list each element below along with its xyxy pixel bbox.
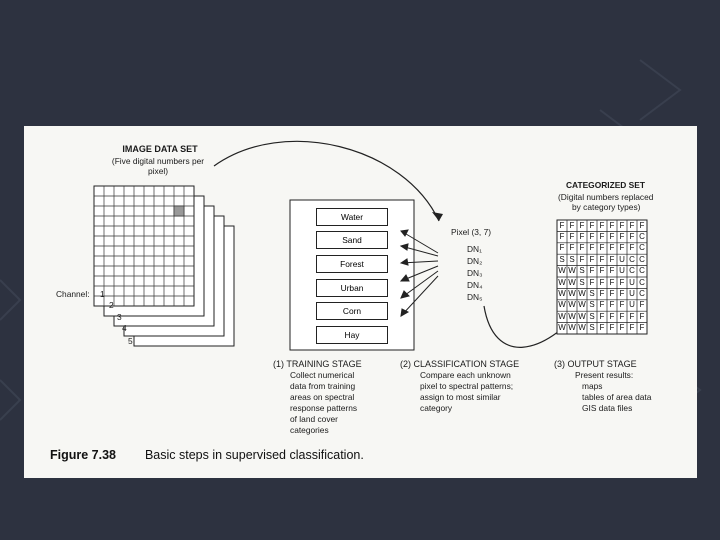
figure-panel [24,126,697,478]
grid-cell: F [609,231,615,241]
grid-cell: F [559,243,565,253]
grid-cell: F [559,231,565,241]
category-urban: Urban [316,279,388,297]
grid-cell: F [589,231,595,241]
grid-cell: F [579,254,585,264]
grid-cell: F [569,243,575,253]
grid-cell: F [619,220,625,230]
grid-cell: F [599,243,605,253]
grid-cell: F [619,243,625,253]
classification-desc-1: Compare each unknown [420,370,511,380]
output-desc-1: Present results: [575,370,634,380]
pixel-label: Pixel (3, 7) [451,227,492,237]
grid-cell: S [589,311,595,321]
channel-1-label: 1 [100,289,105,299]
grid-cell: U [629,288,635,298]
grid-cell: F [589,243,595,253]
grid-cell: F [629,231,635,241]
grid-cell: F [609,277,615,287]
grid-cell: F [639,311,645,321]
grid-cell: F [609,254,615,264]
categorized-set-subtitle-1: (Digital numbers replaced [558,192,654,202]
grid-cell: F [629,323,635,333]
grid-cell: F [599,254,605,264]
grid-cell: W [558,266,566,276]
grid-cell: S [589,300,595,310]
grid-cell: C [639,277,645,287]
grid-cell: F [599,311,605,321]
grid-cell: F [599,231,605,241]
grid-cell: F [579,220,585,230]
channel-3-label: 3 [117,312,122,322]
grid-cell: W [558,323,566,333]
grid-cell: W [568,323,576,333]
grid-cell: F [629,311,635,321]
classification-desc-3: assign to most similar [420,392,501,402]
grid-cell: C [629,266,635,276]
grid-cell: S [579,266,585,276]
grid-cell: U [619,254,625,264]
grid-cell: W [558,300,566,310]
grid-cell: W [568,288,576,298]
highlighted-pixel [174,206,184,216]
classification-desc-4: category [420,403,453,413]
training-desc-2: data from training [290,381,356,391]
grid-cell: F [609,243,615,253]
training-stage-label: (1) TRAINING STAGE [273,359,362,369]
classification-desc-2: pixel to spectral patterns; [420,381,514,391]
dn-3: DN₃ [467,268,483,278]
training-desc-3: areas on spectral [290,392,355,402]
output-stage-label: (3) OUTPUT STAGE [554,359,637,369]
grid-cell: C [639,254,645,264]
category-corn: Corn [316,302,388,320]
grid-cell: F [609,300,615,310]
output-desc-2: maps [582,381,603,391]
image-data-set-title: IMAGE DATA SET [122,144,198,154]
grid-cell: S [589,323,595,333]
grid-cell: W [558,311,566,321]
grid-cell: W [568,277,576,287]
categorized-set-subtitle-2: by category types) [572,202,641,212]
grid-cell: F [609,266,615,276]
grid-cell: W [568,311,576,321]
grid-cell: F [599,266,605,276]
grid-cell: F [589,266,595,276]
grid-cell: S [559,254,565,264]
grid-cell: C [639,231,645,241]
grid-cell: W [558,277,566,287]
grid-cell: C [639,266,645,276]
dn-1: DN₁ [467,244,482,254]
categorized-grid-cells [557,220,647,334]
grid-cell: F [599,300,605,310]
dn-2: DN₂ [467,256,483,266]
grid-cell: F [639,220,645,230]
grid-cell: F [579,243,585,253]
grid-cell: U [629,277,635,287]
grid-cell: U [619,266,625,276]
figure-number: Figure 7.38 [50,448,116,462]
grid-cell: W [578,323,586,333]
grid-cell: F [589,254,595,264]
grid-cell: F [619,231,625,241]
dn-5: DN₅ [467,292,483,302]
grid-cell: F [609,288,615,298]
grid-cell: F [559,220,565,230]
category-sand: Sand [316,231,388,249]
image-data-set-subtitle: (Five digital numbers per pixel) [111,156,205,176]
grid-cell: F [579,231,585,241]
grid-cell: W [578,300,586,310]
grid-cell: S [569,254,575,264]
grid-cell: F [599,323,605,333]
training-desc-1: Collect numerical [290,370,355,380]
training-desc-6: categories [290,425,329,435]
grid-cell: F [599,220,605,230]
grid-cell: F [599,288,605,298]
grid-cell: F [569,231,575,241]
grid-cell: U [629,300,635,310]
arrow-head-1 [432,212,443,221]
grid-cell: W [578,311,586,321]
grid-cell: F [619,288,625,298]
grid-cell: S [589,288,595,298]
grid-cell: F [609,323,615,333]
category-forest: Forest [316,255,388,273]
grid-cell: W [568,266,576,276]
training-desc-4: response patterns [290,403,358,413]
grid-cell: W [568,300,576,310]
grid-cell: C [629,254,635,264]
grid-cell: F [589,220,595,230]
grid-cell: C [639,288,645,298]
grid-cell: F [619,311,625,321]
grid-cell: S [579,277,585,287]
grid-cell: F [629,220,635,230]
training-desc-5: of land cover [290,414,338,424]
grid-cell: F [589,277,595,287]
category-water: Water [316,208,388,226]
channel-label: Channel: [56,289,90,299]
grid-cell: F [609,311,615,321]
output-desc-3: tables of area data [582,392,652,402]
channel-2-label: 2 [109,300,114,310]
channel-5-label: 5 [128,336,133,346]
grid-cell: F [619,277,625,287]
grid-cell: F [639,323,645,333]
figure-caption [50,448,364,462]
classification-stage-label: (2) CLASSIFICATION STAGE [400,359,520,369]
grid-cell: F [599,277,605,287]
grid-cell: F [569,220,575,230]
grid-cell: F [619,300,625,310]
category-hay: Hay [316,326,388,344]
categorized-set-title: CATEGORIZED SET [566,180,645,190]
grid-cell: F [609,220,615,230]
grid-cell: W [558,288,566,298]
grid-cell: F [639,300,645,310]
channel-4-label: 4 [122,323,127,333]
grid-cell: W [578,288,586,298]
figure-caption-text: Basic steps in supervised classification. [144,448,364,462]
grid-cell: F [629,243,635,253]
dn-4: DN₄ [467,280,483,290]
grid-cell: F [619,323,625,333]
output-desc-4: GIS data files [582,403,633,413]
grid-cell: C [639,243,645,253]
